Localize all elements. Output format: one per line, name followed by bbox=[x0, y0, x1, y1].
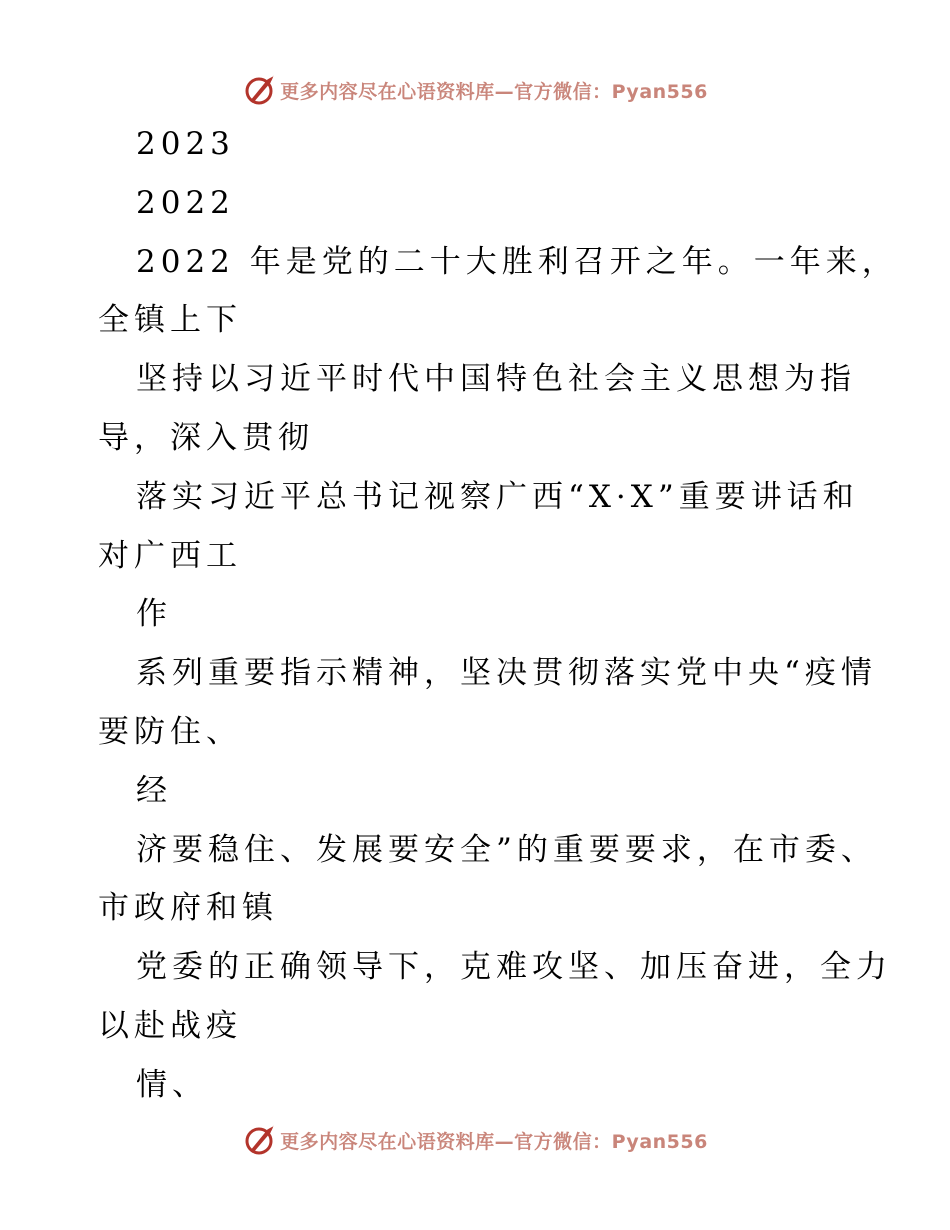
text-line: 2022 bbox=[136, 184, 235, 221]
text-line: 经 bbox=[136, 772, 172, 809]
text-line: 党委的正确领导下，克难攻坚、加压奋进，全力 bbox=[136, 949, 892, 986]
text-line: 情、 bbox=[136, 1066, 208, 1103]
text-line: 要防住、 bbox=[98, 714, 242, 750]
text-line: 2022 年是党的二十大胜利召开之年。一年来， bbox=[136, 243, 898, 280]
text-line: 对广西工 bbox=[98, 537, 242, 574]
text-line: 导，深入贯彻 bbox=[98, 420, 314, 456]
text-line: 2023 bbox=[136, 126, 235, 162]
header-watermark-banner bbox=[0, 70, 950, 110]
footer-watermark-banner bbox=[0, 1120, 950, 1160]
header-watermark-text: 更多内容尽在心语资料库—官方微信：Pyan556 bbox=[280, 80, 708, 103]
text-line: 全镇上下 bbox=[98, 302, 242, 339]
quill-logo-icon bbox=[242, 73, 276, 107]
text-line: 落实习近平总书记视察广西“X·X”重要讲话和 bbox=[136, 478, 859, 515]
text-line: 坚持以习近平时代中国特色社会主义思想为指 bbox=[136, 361, 856, 398]
text-line: 系列重要指示精神，坚决贯彻落实党中央“疫情 bbox=[136, 655, 877, 692]
text-line: 济要稳住、发展要安全”的重要要求，在市委、 bbox=[136, 831, 877, 868]
text-line: 作 bbox=[136, 596, 172, 633]
footer-watermark-text: 更多内容尽在心语资料库—官方微信：Pyan556 bbox=[280, 1130, 708, 1153]
text-line: 市政府和镇 bbox=[98, 890, 278, 927]
text-line: 以赴战疫 bbox=[98, 1008, 242, 1044]
quill-logo-icon bbox=[242, 1123, 276, 1157]
